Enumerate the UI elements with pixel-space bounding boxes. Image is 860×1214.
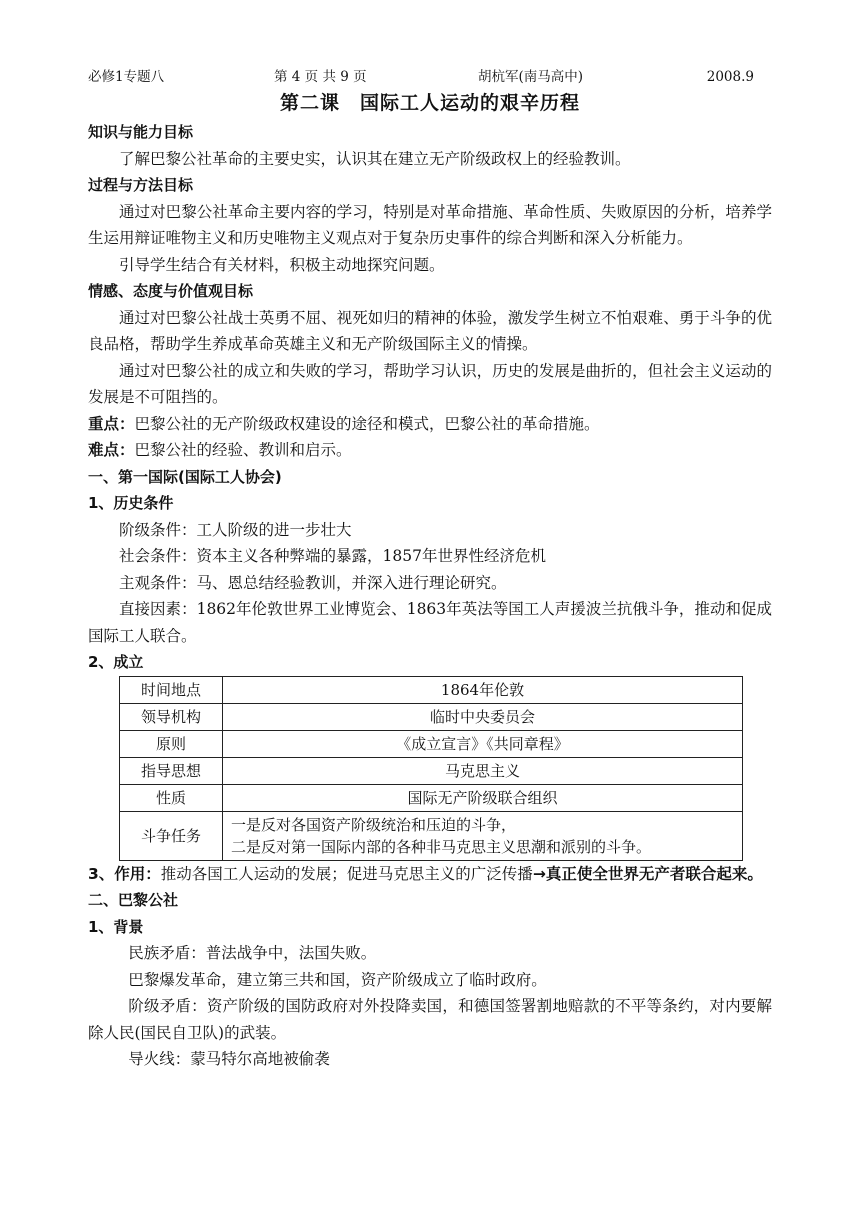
knowledge-goal-heading: 知识与能力目标 [88,123,194,141]
header-author: 胡杭军(南马高中) [478,69,584,85]
condition-class: 阶级条件：工人阶级的进一步壮大 [119,520,352,539]
section1-heading: 一、第一国际(国际工人协会) [88,467,282,486]
header-date: 2008.9 [706,69,754,85]
table-row [120,703,743,730]
process-goal-text-1: 通过对巴黎公社革命主要内容的学习，特别是对革命措施、革命性质、失败原因的分析，培养学生运用辩证唯物主义和历史唯物主义观点对于复杂历史事件的综合判断和深入分析能力。 [88,202,772,247]
background-revolution: 巴黎爆发革命，建立第三共和国，资产阶级成立了临时政府。 [128,970,547,989]
section1-sub2-heading: 2、成立 [88,653,144,671]
table-row [120,811,743,860]
condition-direct: 直接因素：1862年伦敦世界工业博览会、1863年英法等国工人声援波兰抗俄斗争，推动和促成国际工人联合。 [88,600,772,645]
table-row [120,784,743,811]
section1-sub3-text: 推动各国工人运动的发展；促进马克思主义的广泛传播 [160,864,533,883]
table-key-cell: 原则 [120,730,223,757]
emotion-goal-heading: 情感、态度与价值观目标 [88,282,254,300]
table-value-cell: 临时中央委员会 [223,703,743,730]
table-value-cell: 《成立宣言》《共同章程》 [223,730,743,757]
background-trigger: 导火线：蒙马特尔高地被偷袭 [128,1050,330,1068]
header-page-number: 第 4 页 共 9 页 [274,69,367,85]
section1-sub3-bold: 真正使全世界无产者联合起来。 [545,864,763,883]
emotion-goal-text-1: 通过对巴黎公社战士英勇不屈、视死如归的精神的体验，激发学生树立不怕艰难、勇于斗争的优良品格，帮助学生养成革命英雄主义和无产阶级国际主义的情操。 [88,308,772,353]
key-point [88,411,772,438]
section2-sub1-heading: 1、背景 [88,917,144,936]
background-national: 民族矛盾：普法战争中，法国失败。 [128,944,377,962]
header-course: 必修1专题八 [88,69,165,85]
difficult-point-text: 巴黎公社的经验、教训和启示。 [134,441,352,459]
founding-info-table [119,676,743,861]
knowledge-goal-text: 了解巴黎公社革命的主要史实，认识其在建立无产阶级政权上的经验教训。 [119,149,631,168]
table-key-cell: 性质 [120,784,223,811]
process-goal-text-2: 引导学生结合有关材料，积极主动地探究问题。 [119,255,445,274]
key-point-label: 重点： [88,414,135,433]
section1-sub3 [88,861,772,888]
condition-subjective: 主观条件：马、恩总结经验教训，并深入进行理论研究。 [119,573,507,592]
table-value-cell: 国际无产阶级联合组织 [223,784,743,811]
background-class: 阶级矛盾：资产阶级的国防政府对外投降卖国，和德国签署割地赔款的不平等条约，对内要解除人民(国民自卫队)的武装。 [88,997,772,1042]
table-task-cell [223,811,743,860]
task-line-1: 一是反对各国资产阶级统治和压迫的斗争， [231,815,517,834]
table-key-cell: 领导机构 [120,703,223,730]
section2-heading: 二、巴黎公社 [88,891,179,909]
condition-social: 社会条件：资本主义各种弊端的暴露，1857年世界性经济危机 [119,547,546,565]
page-header [88,66,772,88]
lesson-title: 第二课 国际工人运动的艰辛历程 [279,92,580,114]
difficult-point [88,437,772,464]
arrow-icon: → [532,864,546,883]
table-row [120,676,743,703]
section1-sub3-label: 3、作用： [88,864,161,883]
table-key-cell: 斗争任务 [120,811,223,860]
process-goal-heading: 过程与方法目标 [88,176,194,194]
table-value-cell: 马克思主义 [223,757,743,784]
table-value-cell: 1864年伦敦 [223,676,743,703]
section1-sub1-heading: 1、历史条件 [88,494,174,512]
table-key-cell: 指导思想 [120,757,223,784]
table-key-cell: 时间地点 [120,676,223,703]
emotion-goal-text-2: 通过对巴黎公社的成立和失败的学习，帮助学习认识，历史的发展是曲折的，但社会主义运动的发展是不可阻挡的。 [88,361,772,406]
table-row [120,730,743,757]
task-line-2: 二是反对第一国际内部的各种非马克思主义思潮和派别的斗争。 [231,837,652,856]
table-row [120,757,743,784]
key-point-text: 巴黎公社的无产阶级政权建设的途径和模式，巴黎公社的革命措施。 [134,414,600,433]
difficult-point-label: 难点： [88,441,135,459]
